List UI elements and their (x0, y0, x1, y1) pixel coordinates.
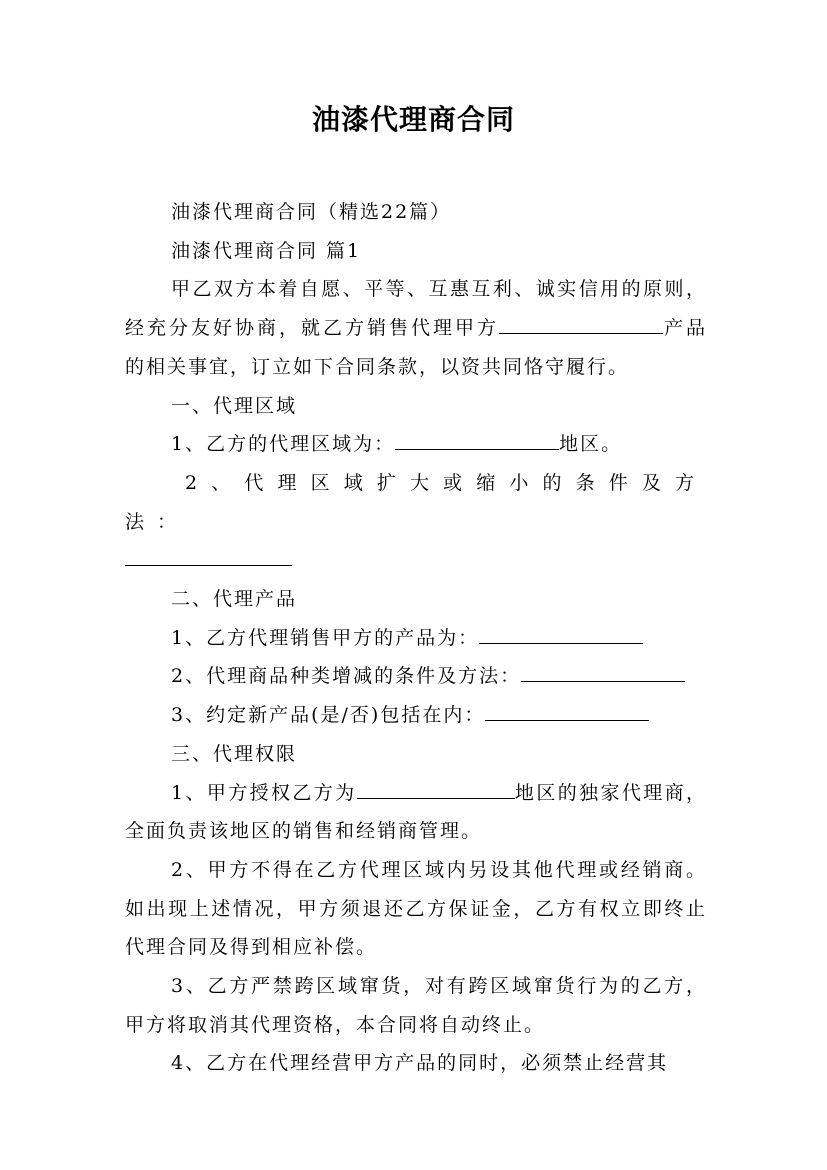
section3-item3: 3、乙方严禁跨区域窜货，对有跨区域窜货行为的乙方，甲方将取消其代理资格，本合同将自动终止。 (125, 975, 707, 1036)
section3-item4: 4、乙方在代理经营甲方产品的同时，必须禁止经营其 (171, 1052, 669, 1075)
s1-item1-text-part2: 地区。 (559, 433, 623, 456)
s1-item1-text-part1: 1、乙方的代理区域为： (171, 433, 396, 456)
blank-line (485, 702, 649, 721)
document-title: 油漆代理商合同 (311, 103, 515, 136)
section3-heading: 三、代理权限 (171, 742, 298, 765)
blank-line (499, 315, 663, 334)
section1-item2 (125, 464, 707, 541)
section1-item2-blank-row (125, 541, 707, 580)
blank-line (521, 663, 685, 682)
s3-item1-text-part1: 1、甲方授权乙方为 (171, 781, 357, 804)
blank-line (357, 780, 515, 799)
blank-line (125, 547, 292, 566)
s2-item3-text: 3、约定新产品(是/否)包括在内： (171, 704, 486, 727)
document-subtitle: 油漆代理商合同（精选22篇） (171, 201, 452, 223)
blank-line (479, 625, 643, 644)
section3-item2: 2、甲方不得在乙方代理区域内另设其他代理或经销商。如出现上述情况，甲方须退还乙方保证金，乙方有权立即终止代理合同及得到相应补偿。 (125, 858, 707, 959)
section2-item2 (125, 657, 707, 696)
section1-heading: 一、代理区域 (171, 394, 298, 417)
section3-item1 (125, 774, 707, 851)
section2-item3 (125, 696, 707, 735)
intro-text-part2: 产品的相关事宜，订立如下合同条款，以资共同恪守履行。 (125, 317, 707, 378)
s2-item1-text: 1、乙方代理销售甲方的产品为： (171, 626, 480, 649)
intro-paragraph (125, 270, 707, 386)
s3-item1-text-part2: 地区的独家代理商，全面负责该地区的销售和经销商管理。 (125, 781, 707, 843)
s1-item2-text: 2、代理区域扩大或缩小的条件及方法： (125, 471, 707, 533)
intro-text-part1: 甲乙双方本着自愿、平等、互惠互利、诚实信用的原则，经充分友好协商，就乙方销售代理甲方 (125, 278, 707, 340)
section2-heading: 二、代理产品 (171, 588, 298, 611)
blank-line (395, 431, 559, 450)
s2-item2-text: 2、代理商品种类增减的条件及方法： (171, 665, 522, 688)
section1-item1 (125, 425, 707, 464)
document-body (125, 193, 707, 1083)
section-heading: 油漆代理商合同 篇1 (171, 239, 362, 262)
section2-item1 (125, 619, 707, 658)
